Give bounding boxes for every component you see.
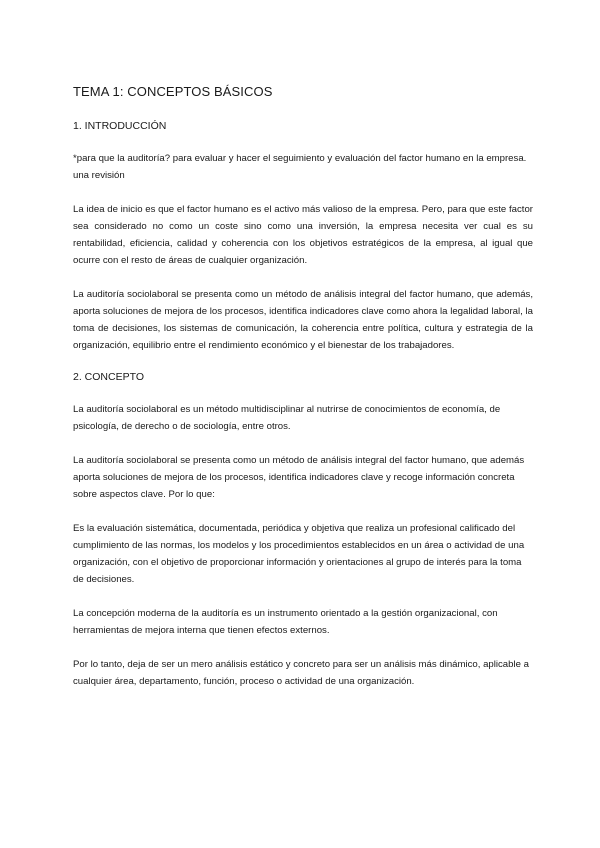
paragraph: La concepción moderna de la auditoría es un instrumento orientado a la gestión organizacional, con herramientas de mejora interna que tienen efectos externos. [73, 608, 498, 636]
section-concepto [73, 371, 533, 690]
section-heading: 1. INTRODUCCIÓN [73, 120, 167, 132]
page-title: TEMA 1: CONCEPTOS BÁSICOS [73, 84, 273, 99]
paragraph: *para que la auditoría? para evaluar y hacer el seguimiento y evaluación del factor humano en la empresa. una revisión [73, 153, 527, 181]
paragraph: Por lo tanto, deja de ser un mero análisis estático y concreto para ser un análisis más dinámico, aplicable a cualquier área, departamento, función, proceso o actividad de una organización. [73, 659, 529, 687]
paragraph: La auditoría sociolaboral se presenta como un método de análisis integral del factor humano, que además, aporta soluciones de mejora de los procesos, identifica indicadores clave como ahora la legalidad laboral, la toma de decisiones, los sistemas de comunicación, la coherencia entre política, cultura y estrategia de la organización, equilibrio entre el rendimiento económico y el bienestar de los trabajadores. [73, 289, 533, 351]
paragraph: La auditoría sociolaboral es un método multidisciplinar al nutrirse de conocimientos de economía, de psicología, de derecho o de sociología, entre otros. [73, 404, 501, 432]
paragraph: Es la evaluación sistemática, documentada, periódica y objetiva que realiza un profesional calificado del cumplimiento de las normas, los modelos y los procedimientos establecidos en un área o actividad de una organización, con el objetivo de proporcionar información y orientaciones al grupo de interés para la toma de decisiones. [73, 523, 525, 585]
paragraph: La idea de inicio es que el factor humano es el activo más valioso de la empresa. Pero, para que este factor sea considerado no como un coste sino como una inversión, la empresa necesita ver cual es su rentabilidad, eficiencia, calidad y coherencia con los objetivos estratégicos de la empresa, al igual que ocurre con el resto de áreas de cualquier organización. [73, 204, 533, 266]
section-heading: 2. CONCEPTO [73, 371, 144, 383]
paragraph: La auditoría sociolaboral se presenta como un método de análisis integral del factor humano, que además aporta soluciones de mejora de los procesos, identifica indicadores clave y recoge información concreta sobre aspectos clave. Por lo que: [73, 455, 525, 500]
section-introduccion [73, 120, 533, 354]
document-content [73, 84, 533, 707]
